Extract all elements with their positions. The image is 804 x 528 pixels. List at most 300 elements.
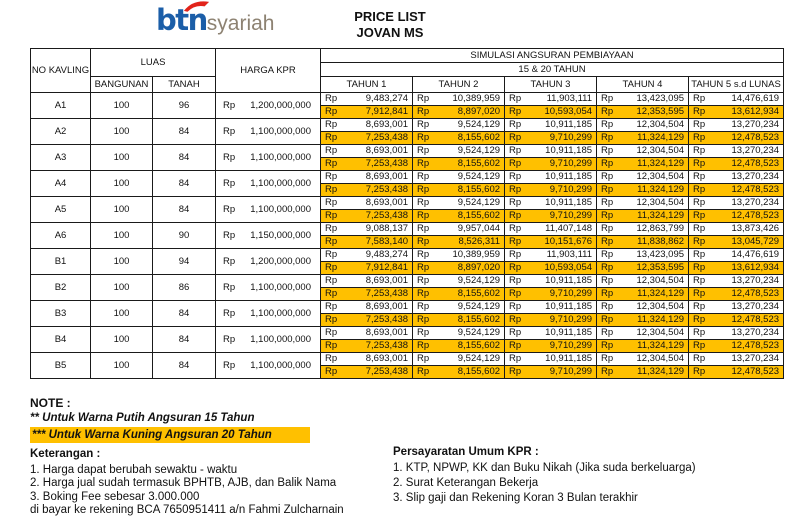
angsuran-20-cell xyxy=(413,132,505,145)
amount-value: 12,478,523 xyxy=(731,340,780,351)
angsuran-20-cell xyxy=(597,158,689,171)
currency-label: Rp xyxy=(693,158,706,169)
amount-value: 9,710,299 xyxy=(549,132,593,143)
amount-value: 13,270,234 xyxy=(731,275,780,286)
kavling-cell: A6 xyxy=(31,223,91,249)
currency-label: Rp xyxy=(417,314,430,325)
tanah-cell: 84 xyxy=(153,145,216,171)
persyaratan-section xyxy=(393,445,696,506)
amount-value: 12,478,523 xyxy=(731,132,780,143)
angsuran-20-cell xyxy=(505,314,597,327)
currency-label: Rp xyxy=(601,132,614,143)
keterangan-section xyxy=(30,448,344,518)
angsuran-15-cell xyxy=(321,353,413,366)
currency-label: Rp xyxy=(693,301,706,312)
amount-value: 8,693,001 xyxy=(365,171,409,182)
angsuran-15-cell xyxy=(597,275,689,288)
header-tahun-2: TAHUN 2 xyxy=(413,77,505,93)
amount-value: 7,583,140 xyxy=(365,236,409,247)
currency-label: Rp xyxy=(509,197,522,208)
amount-value: 11,324,129 xyxy=(637,158,685,169)
currency-label: Rp xyxy=(601,93,614,104)
angsuran-15-cell xyxy=(597,327,689,340)
angsuran-20-cell xyxy=(597,288,689,301)
angsuran-15-cell xyxy=(597,171,689,184)
currency-label: Rp xyxy=(601,171,614,182)
amount-value: 8,155,602 xyxy=(457,340,501,351)
amount-value: 9,957,044 xyxy=(457,223,501,234)
currency-label: Rp xyxy=(325,236,338,247)
header-tahun-3: TAHUN 3 xyxy=(505,77,597,93)
currency-label: Rp xyxy=(693,353,706,364)
angsuran-15-cell xyxy=(321,249,413,262)
tanah-cell: 84 xyxy=(153,353,216,379)
angsuran-20-cell xyxy=(321,158,413,171)
angsuran-20-cell xyxy=(321,132,413,145)
angsuran-20-cell xyxy=(413,262,505,275)
header-tahun-5: TAHUN 5 s.d LUNAS xyxy=(689,77,784,93)
angsuran-15-cell xyxy=(505,145,597,158)
angsuran-20-cell xyxy=(597,210,689,223)
angsuran-20-cell xyxy=(413,288,505,301)
amount-value: 13,270,234 xyxy=(731,353,780,364)
angsuran-15-cell xyxy=(505,301,597,314)
bangunan-cell: 100 xyxy=(91,197,153,223)
tanah-cell: 84 xyxy=(153,197,216,223)
table-row-15yr xyxy=(31,93,784,106)
amount-value: 14,476,619 xyxy=(731,249,780,260)
angsuran-20-cell xyxy=(597,340,689,353)
amount-value: 8,155,602 xyxy=(457,184,501,195)
amount-value: 9,524,129 xyxy=(457,327,501,338)
harga-cell xyxy=(216,223,321,249)
harga-cell xyxy=(216,119,321,145)
note-yellow-line: *** Untuk Warna Kuning Angsuran 20 Tahun xyxy=(30,427,310,443)
currency-label: Rp xyxy=(601,158,614,169)
page-title-line1: PRICE LIST xyxy=(354,9,426,24)
currency-label: Rp xyxy=(693,171,706,182)
amount-value: 13,270,234 xyxy=(731,327,780,338)
amount-value: 8,693,001 xyxy=(365,145,409,156)
amount-value: 1,100,000,000 xyxy=(250,359,312,371)
bangunan-cell: 100 xyxy=(91,171,153,197)
amount-value: 13,612,934 xyxy=(731,262,780,273)
table-row-15yr xyxy=(31,301,784,314)
harga-cell xyxy=(216,249,321,275)
angsuran-15-cell xyxy=(689,145,784,158)
angsuran-20-cell xyxy=(597,106,689,119)
table-row-15yr xyxy=(31,145,784,158)
currency-label: Rp xyxy=(417,236,430,247)
amount-value: 9,524,129 xyxy=(457,301,501,312)
amount-value: 1,100,000,000 xyxy=(250,281,312,293)
note-white-line: ** Untuk Warna Putih Angsuran 15 Tahun xyxy=(30,412,255,424)
angsuran-20-cell xyxy=(505,366,597,379)
amount-value: 10,911,185 xyxy=(545,171,593,182)
amount-value: 11,324,129 xyxy=(637,340,685,351)
angsuran-20-cell xyxy=(689,314,784,327)
persyaratan-title: Persayaratan Umum KPR : xyxy=(393,446,539,458)
amount-value: 9,710,299 xyxy=(549,158,593,169)
angsuran-15-cell xyxy=(413,119,505,132)
amount-value: 11,324,129 xyxy=(637,132,685,143)
table-row-15yr xyxy=(31,197,784,210)
keterangan-item: di bayar ke rekening BCA 7650951411 a/n Fahmi Zulcharnain xyxy=(30,504,344,516)
amount-value: 8,693,001 xyxy=(365,119,409,130)
angsuran-15-cell xyxy=(689,171,784,184)
angsuran-20-cell xyxy=(413,210,505,223)
currency-label: Rp xyxy=(601,119,614,130)
currency-label: Rp xyxy=(417,262,430,273)
amount-value: 10,593,054 xyxy=(544,106,593,117)
tanah-cell: 84 xyxy=(153,171,216,197)
currency-label: Rp xyxy=(325,262,338,273)
currency-label: Rp xyxy=(417,340,430,351)
amount-value: 13,045,729 xyxy=(731,236,780,247)
currency-label: Rp xyxy=(417,275,430,286)
angsuran-15-cell xyxy=(689,249,784,262)
logo-btn-text xyxy=(156,3,207,37)
table-row-15yr xyxy=(31,223,784,236)
amount-value: 12,478,523 xyxy=(731,158,780,169)
currency-label: Rp xyxy=(223,307,236,319)
currency-label: Rp xyxy=(601,262,614,273)
amount-value: 1,100,000,000 xyxy=(250,203,312,215)
angsuran-15-cell xyxy=(597,197,689,210)
currency-label: Rp xyxy=(509,145,522,156)
currency-label: Rp xyxy=(223,151,236,163)
amount-value: 1,100,000,000 xyxy=(250,125,312,137)
angsuran-15-cell xyxy=(597,249,689,262)
header-tahun-1: TAHUN 1 xyxy=(321,77,413,93)
currency-label: Rp xyxy=(509,340,522,351)
angsuran-15-cell xyxy=(597,223,689,236)
currency-label: Rp xyxy=(325,327,338,338)
amount-value: 12,304,504 xyxy=(636,119,685,130)
currency-label: Rp xyxy=(601,288,614,299)
currency-label: Rp xyxy=(509,262,522,273)
amount-value: 9,483,274 xyxy=(365,249,409,260)
currency-label: Rp xyxy=(325,171,338,182)
bangunan-cell: 100 xyxy=(91,145,153,171)
currency-label: Rp xyxy=(417,145,430,156)
currency-label: Rp xyxy=(509,353,522,364)
angsuran-15-cell xyxy=(505,223,597,236)
amount-value: 9,524,129 xyxy=(457,353,501,364)
amount-value: 12,478,523 xyxy=(731,366,780,377)
kavling-cell: B2 xyxy=(31,275,91,301)
currency-label: Rp xyxy=(601,184,614,195)
currency-label: Rp xyxy=(509,288,522,299)
currency-label: Rp xyxy=(417,249,430,260)
amount-value: 7,253,438 xyxy=(365,366,409,377)
amount-value: 1,100,000,000 xyxy=(250,333,312,345)
angsuran-20-cell xyxy=(321,184,413,197)
amount-value: 8,155,602 xyxy=(457,366,501,377)
currency-label: Rp xyxy=(223,255,236,267)
angsuran-15-cell xyxy=(689,327,784,340)
note-title: NOTE : xyxy=(30,396,71,410)
currency-label: Rp xyxy=(693,262,706,273)
header-tenor: 15 & 20 TAHUN xyxy=(321,63,784,77)
price-table xyxy=(30,48,784,379)
angsuran-20-cell xyxy=(689,106,784,119)
logo-syariah-label: syariah xyxy=(206,12,275,35)
angsuran-20-cell xyxy=(689,132,784,145)
angsuran-15-cell xyxy=(597,145,689,158)
angsuran-15-cell xyxy=(597,301,689,314)
currency-label: Rp xyxy=(693,366,706,377)
amount-value: 10,593,054 xyxy=(544,262,593,273)
currency-label: Rp xyxy=(223,99,236,111)
amount-value: 7,912,841 xyxy=(365,106,409,117)
amount-value: 1,200,000,000 xyxy=(250,255,312,267)
angsuran-15-cell xyxy=(689,223,784,236)
amount-value: 14,476,619 xyxy=(731,93,780,104)
currency-label: Rp xyxy=(601,340,614,351)
amount-value: 8,897,020 xyxy=(457,262,501,273)
amount-value: 12,304,504 xyxy=(636,171,685,182)
amount-value: 12,304,504 xyxy=(636,353,685,364)
amount-value: 1,150,000,000 xyxy=(250,229,312,241)
currency-label: Rp xyxy=(693,197,706,208)
amount-value: 13,270,234 xyxy=(731,301,780,312)
currency-label: Rp xyxy=(325,119,338,130)
keterangan-title: Keterangan : xyxy=(30,448,101,460)
amount-value: 7,253,438 xyxy=(365,184,409,195)
page-title-line2: JOVAN MS xyxy=(356,25,424,40)
angsuran-20-cell xyxy=(689,210,784,223)
amount-value: 8,693,001 xyxy=(365,353,409,364)
amount-value: 10,911,185 xyxy=(545,327,593,338)
logo-btn-label: btn xyxy=(156,3,207,37)
currency-label: Rp xyxy=(509,327,522,338)
kavling-cell: A3 xyxy=(31,145,91,171)
angsuran-20-cell xyxy=(597,236,689,249)
angsuran-15-cell xyxy=(321,301,413,314)
amount-value: 12,304,504 xyxy=(636,301,685,312)
currency-label: Rp xyxy=(223,359,236,371)
currency-label: Rp xyxy=(509,158,522,169)
amount-value: 10,389,959 xyxy=(452,93,501,104)
amount-value: 9,710,299 xyxy=(549,184,593,195)
currency-label: Rp xyxy=(509,210,522,221)
currency-label: Rp xyxy=(325,288,338,299)
currency-label: Rp xyxy=(509,184,522,195)
angsuran-20-cell xyxy=(597,184,689,197)
angsuran-20-cell xyxy=(413,366,505,379)
amount-value: 12,863,799 xyxy=(636,223,685,234)
currency-label: Rp xyxy=(223,281,236,293)
currency-label: Rp xyxy=(693,249,706,260)
persyaratan-item: 1. KTP, NPWP, KK dan Buku Nikah (Jika suda berkeluarga) xyxy=(393,462,696,474)
angsuran-20-cell xyxy=(505,158,597,171)
currency-label: Rp xyxy=(601,197,614,208)
amount-value: 8,155,602 xyxy=(457,210,501,221)
header-tanah: TANAH xyxy=(153,77,216,93)
angsuran-15-cell xyxy=(413,197,505,210)
angsuran-20-cell xyxy=(321,366,413,379)
currency-label: Rp xyxy=(509,314,522,325)
amount-value: 1,100,000,000 xyxy=(250,151,312,163)
angsuran-20-cell xyxy=(505,184,597,197)
angsuran-20-cell xyxy=(321,106,413,119)
angsuran-15-cell xyxy=(321,171,413,184)
amount-value: 8,155,602 xyxy=(457,132,501,143)
currency-label: Rp xyxy=(417,106,430,117)
btn-syariah-logo xyxy=(156,3,274,37)
amount-value: 9,710,299 xyxy=(549,366,593,377)
currency-label: Rp xyxy=(601,210,614,221)
table-row-15yr xyxy=(31,275,784,288)
angsuran-20-cell xyxy=(413,106,505,119)
angsuran-20-cell xyxy=(597,262,689,275)
angsuran-15-cell xyxy=(321,275,413,288)
angsuran-20-cell xyxy=(505,340,597,353)
angsuran-15-cell xyxy=(505,93,597,106)
currency-label: Rp xyxy=(693,288,706,299)
amount-value: 11,324,129 xyxy=(637,314,685,325)
angsuran-15-cell xyxy=(689,93,784,106)
amount-value: 9,710,299 xyxy=(549,340,593,351)
angsuran-15-cell xyxy=(689,197,784,210)
currency-label: Rp xyxy=(417,132,430,143)
amount-value: 12,304,504 xyxy=(636,145,685,156)
angsuran-15-cell xyxy=(505,171,597,184)
currency-label: Rp xyxy=(223,229,236,241)
amount-value: 10,911,185 xyxy=(545,119,593,130)
table-row-15yr xyxy=(31,171,784,184)
currency-label: Rp xyxy=(325,158,338,169)
table-row-15yr xyxy=(31,327,784,340)
currency-label: Rp xyxy=(601,145,614,156)
amount-value: 9,710,299 xyxy=(549,288,593,299)
bangunan-cell: 100 xyxy=(91,327,153,353)
kavling-cell: B5 xyxy=(31,353,91,379)
currency-label: Rp xyxy=(325,145,338,156)
angsuran-15-cell xyxy=(505,275,597,288)
amount-value: 11,903,111 xyxy=(546,249,593,260)
header-simulasi: SIMULASI ANGSURAN PEMBIAYAAN xyxy=(321,49,784,63)
amount-value: 11,903,111 xyxy=(546,93,593,104)
amount-value: 8,693,001 xyxy=(365,197,409,208)
amount-value: 10,911,185 xyxy=(545,301,593,312)
amount-value: 7,253,438 xyxy=(365,314,409,325)
amount-value: 8,693,001 xyxy=(365,275,409,286)
angsuran-20-cell xyxy=(413,158,505,171)
angsuran-20-cell xyxy=(689,158,784,171)
angsuran-15-cell xyxy=(689,275,784,288)
currency-label: Rp xyxy=(325,197,338,208)
angsuran-15-cell xyxy=(689,353,784,366)
amount-value: 1,100,000,000 xyxy=(250,177,312,189)
currency-label: Rp xyxy=(325,93,338,104)
amount-value: 12,478,523 xyxy=(731,184,780,195)
angsuran-20-cell xyxy=(321,340,413,353)
amount-value: 9,524,129 xyxy=(457,275,501,286)
angsuran-20-cell xyxy=(321,314,413,327)
bangunan-cell: 100 xyxy=(91,93,153,119)
amount-value: 10,911,185 xyxy=(545,275,593,286)
tanah-cell: 84 xyxy=(153,327,216,353)
amount-value: 7,253,438 xyxy=(365,210,409,221)
currency-label: Rp xyxy=(325,132,338,143)
persyaratan-item: 2. Surat Keterangan Bekerja xyxy=(393,477,539,489)
currency-label: Rp xyxy=(417,327,430,338)
currency-label: Rp xyxy=(417,301,430,312)
angsuran-15-cell xyxy=(597,353,689,366)
currency-label: Rp xyxy=(601,249,614,260)
currency-label: Rp xyxy=(325,314,338,325)
amount-value: 8,526,311 xyxy=(458,236,501,247)
currency-label: Rp xyxy=(693,119,706,130)
currency-label: Rp xyxy=(417,158,430,169)
currency-label: Rp xyxy=(601,275,614,286)
table-row-15yr xyxy=(31,353,784,366)
angsuran-15-cell xyxy=(321,145,413,158)
angsuran-15-cell xyxy=(413,171,505,184)
currency-label: Rp xyxy=(693,275,706,286)
angsuran-20-cell xyxy=(321,288,413,301)
amount-value: 9,524,129 xyxy=(457,197,501,208)
angsuran-15-cell xyxy=(321,119,413,132)
amount-value: 10,911,185 xyxy=(545,197,593,208)
currency-label: Rp xyxy=(417,93,430,104)
amount-value: 12,478,523 xyxy=(731,288,780,299)
angsuran-20-cell xyxy=(505,106,597,119)
amount-value: 11,407,148 xyxy=(545,223,593,234)
kavling-cell: B4 xyxy=(31,327,91,353)
amount-value: 13,612,934 xyxy=(731,106,780,117)
amount-value: 8,155,602 xyxy=(457,288,501,299)
angsuran-15-cell xyxy=(413,223,505,236)
currency-label: Rp xyxy=(417,223,430,234)
currency-label: Rp xyxy=(223,203,236,215)
currency-label: Rp xyxy=(325,210,338,221)
tanah-cell: 96 xyxy=(153,93,216,119)
currency-label: Rp xyxy=(509,249,522,260)
amount-value: 13,270,234 xyxy=(731,197,780,208)
angsuran-20-cell xyxy=(505,236,597,249)
currency-label: Rp xyxy=(417,366,430,377)
amount-value: 13,873,426 xyxy=(731,223,780,234)
kavling-cell: A5 xyxy=(31,197,91,223)
persyaratan-item: 3. Slip gaji dan Rekening Koran 3 Bulan terakhir xyxy=(393,492,638,504)
bangunan-cell: 100 xyxy=(91,223,153,249)
header-tahun-4: TAHUN 4 xyxy=(597,77,689,93)
bangunan-cell: 100 xyxy=(91,275,153,301)
angsuran-20-cell xyxy=(505,288,597,301)
amount-value: 12,304,504 xyxy=(636,275,685,286)
currency-label: Rp xyxy=(509,236,522,247)
amount-value: 13,270,234 xyxy=(731,171,780,182)
kavling-cell: A1 xyxy=(31,93,91,119)
amount-value: 11,324,129 xyxy=(637,210,685,221)
angsuran-20-cell xyxy=(413,314,505,327)
angsuran-15-cell xyxy=(505,197,597,210)
angsuran-20-cell xyxy=(597,314,689,327)
harga-cell xyxy=(216,197,321,223)
amount-value: 12,304,504 xyxy=(636,197,685,208)
currency-label: Rp xyxy=(693,145,706,156)
tanah-cell: 86 xyxy=(153,275,216,301)
tanah-cell: 90 xyxy=(153,223,216,249)
currency-label: Rp xyxy=(325,275,338,286)
kavling-cell: A4 xyxy=(31,171,91,197)
currency-label: Rp xyxy=(325,249,338,260)
angsuran-20-cell xyxy=(505,210,597,223)
angsuran-20-cell xyxy=(505,262,597,275)
